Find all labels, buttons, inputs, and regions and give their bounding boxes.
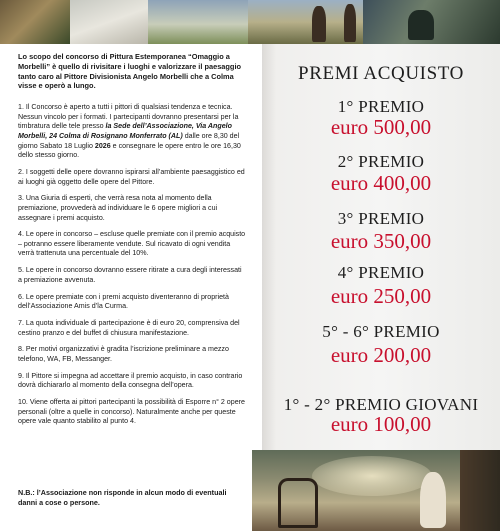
rule-8: 8. Per motivi organizzativi è gradita l’iscrizione preliminare a mezzo telefono, WA, FB, Messanger. xyxy=(18,345,229,363)
rule-2: 2. I soggetti delle opere dovranno ispirarsi all’ambiente paesaggistico ed ai luoghi già oggetto delle opere del Pittore. xyxy=(18,167,245,186)
painting-figure xyxy=(408,10,434,40)
rule-1-date: dalle ore 8,30 del giorno Sabato 18 Luglio xyxy=(18,131,240,150)
prize-amount-youth: euro 100,00 xyxy=(330,412,432,436)
intro-text: Lo scopo del concorso di Pittura Estemporanea “Omaggio a Morbelli” è quello di rivisitare i luoghi e valorizzare il paesaggio tanto caro al Pittore Divisionista Angelo Morbelli che a Colma visse e operò a lungo. xyxy=(18,52,242,91)
painting-detail-1 xyxy=(0,0,70,44)
disclaimer-note: N.B.: l’Associazione non risponde in alcun modo di eventuali danni a cose o persone. xyxy=(18,488,227,507)
prize-amount-2: euro 400,00 xyxy=(330,171,432,195)
rules-column xyxy=(18,52,246,434)
top-painting-strip xyxy=(0,0,500,44)
rule-4: 4. Le opere in concorso – escluse quelle premiate con il premio acquisto – potranno essere liberamente vendute. Sul ricavato di ogni vendita verrà trattenuta una percentuale del 10%. xyxy=(18,230,246,258)
rule-1-venue: la Sede dell’Associazione, Via Angelo Morbelli, 24 Colma di Rosignano Monferrato (AL) xyxy=(18,122,232,140)
rule-1-deadline: e consegnare le opere entro le ore 16,30 dello stesso giorno. xyxy=(18,141,241,160)
rule-1-year: 2026 xyxy=(94,141,111,150)
rule-3: 3. Una Giuria di esperti, che verrà resa nota al momento della premiazione, provvederà ad individuare le 6 opere migliori a cui assegnare i premi acquisto. xyxy=(18,194,218,222)
painting-tree xyxy=(460,450,500,531)
rule-5: 5. Le opere in concorso dovranno essere ritirate a cura degli interessati a premiazione avvenuta. xyxy=(18,266,242,284)
prize-label-5: 5° - 6° PREMIO xyxy=(322,322,440,341)
rule-1 xyxy=(18,103,246,161)
rule-10: 10. Viene offerta ai pittori partecipanti la possibilità di Esporre n° 2 opere personali (oltre a quelle in concorso). Naturalmente anche per queste opere vale quanto stabilito al punto 4. xyxy=(18,398,245,426)
prize-label-1: 1° PREMIO xyxy=(337,97,425,116)
morbelli-painting xyxy=(252,450,500,531)
painting-detail-2 xyxy=(70,0,148,44)
painting-chair xyxy=(278,478,318,528)
prize-label-youth: 1° - 2° PREMIO GIOVANI xyxy=(283,395,479,414)
painting-light xyxy=(312,456,432,496)
prize-label-4: 4° PREMIO xyxy=(337,263,425,282)
painting-detail-3 xyxy=(148,0,248,44)
prizes-title: PREMI ACQUISTO xyxy=(298,63,464,84)
rule-7: 7. La quota individuale di partecipazione è di euro 20, comprensiva del cestino pranzo e del buffet di chiusura manifestazione. xyxy=(18,319,240,337)
prize-amount-1: euro 500,00 xyxy=(330,115,432,139)
rule-1-text: 1. Il Concorso è aperto a tutti i pittori di qualsiasi tendenza e tecnica. Nessun vincolo per i formati. I partecipanti dovranno presentarsi per la timbratura delle tele presso xyxy=(18,103,239,131)
prize-amount-3: euro 350,00 xyxy=(330,229,432,253)
prize-amount-5: euro 200,00 xyxy=(330,343,432,367)
painting-figure xyxy=(344,4,356,42)
rule-6: 6. Le opere premiate con i premi acquisto diventeranno di proprietà dell’Associazione Amis d’la Curma. xyxy=(18,292,229,311)
prize-label-3: 3° PREMIO xyxy=(337,209,425,228)
rule-9: 9. Il Pittore si impegna ad accettare il premio acquisto, in caso contrario dovrà dichiararlo al momento della consegna dell’opera. xyxy=(18,371,243,390)
painting-figure xyxy=(312,6,326,42)
painting-figure-white xyxy=(420,472,446,528)
prize-label-2: 2° PREMIO xyxy=(337,152,425,171)
prize-amount-4: euro 250,00 xyxy=(330,284,432,308)
